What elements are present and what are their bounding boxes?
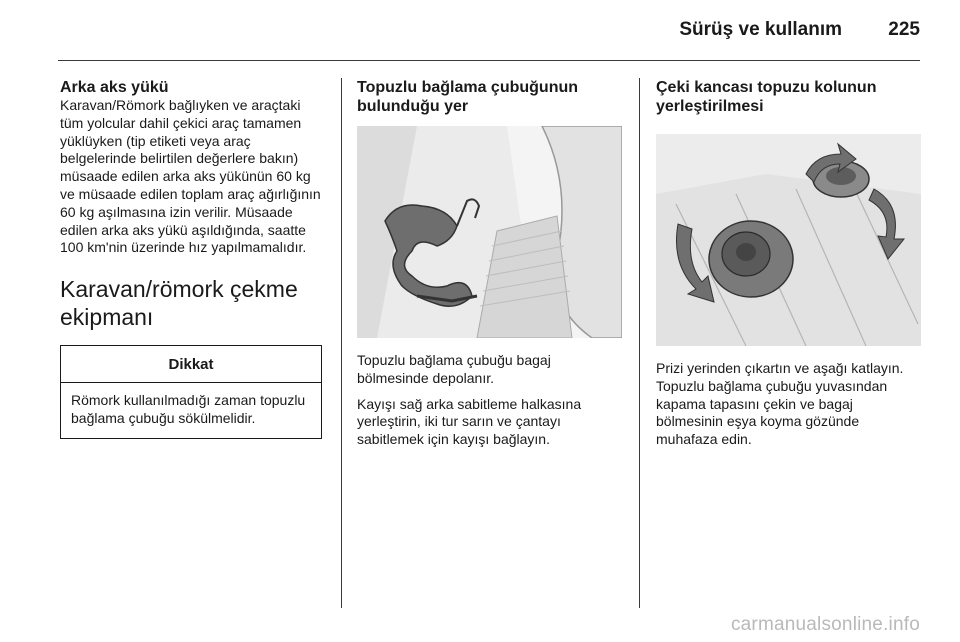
column-middle	[357, 78, 623, 449]
caution-notice-text: Römork kullanılmadığı zaman topuzlu bağlama çubuğu sökülmelidir.	[71, 392, 306, 426]
column-divider	[341, 78, 342, 608]
section-heading-rear-axle-load: Arka aks yükü	[60, 79, 169, 96]
caution-notice-title: Dikkat	[61, 346, 321, 383]
ball-bar-strap-instructions: Kayışı sağ arka sabitleme halkasına yerleştirin, iki tur sarın ve çantayı sabitlemek için kayışı bağlayın.	[357, 395, 582, 448]
page-header	[58, 0, 920, 61]
page-number: 225	[888, 19, 920, 40]
column-left	[60, 78, 325, 439]
illustration-ball-bar-storage	[357, 126, 622, 338]
rear-axle-load-text: Karavan/Römork bağlıyken ve araçtaki tüm yolcular dahil çekici araç tamamen yüklüyken (tip etiketi veya araç belgelerinde belirtilen değerlere bakın) müsaade edilen arka aks yükünün 60 kg ve müsaade edilen toplam araç ağırlığının 60 kg aşılmasına izin verilir. Müsaade edilen arka aks yükü aşıldığında, saatte 100 km'nin üzerinde hız yapılmamalıdır.	[60, 97, 321, 256]
illustration-socket-removal	[656, 134, 921, 346]
section-heading-ball-bar-location: Topuzlu bağlama çubuğunun bulunduğu yer	[357, 79, 579, 115]
section-title-towing-equipment: Karavan/römork çekme ekipmanı	[60, 276, 298, 331]
column-right	[656, 78, 922, 449]
section-heading-insert-ball-bar: Çeki kancası topuzu kolunun yerleştirilmesi	[656, 79, 877, 115]
caution-notice-box	[60, 345, 322, 439]
chapter-title: Sürüş ve kullanım	[679, 19, 842, 40]
column-divider	[639, 78, 640, 608]
ball-bar-storage-caption: Topuzlu bağlama çubuğu bagaj bölmesinde depolanır.	[357, 352, 551, 386]
watermark-text: carmanualsonline.info	[730, 614, 920, 635]
socket-removal-instructions: Prizi yerinden çıkartın ve aşağı katlayın. Topuzlu bağlama çubuğu yuvasından kapama tapasını çekin ve bagaj bölmesinin eşya koyma gözünde muhafaza edin.	[656, 360, 904, 448]
